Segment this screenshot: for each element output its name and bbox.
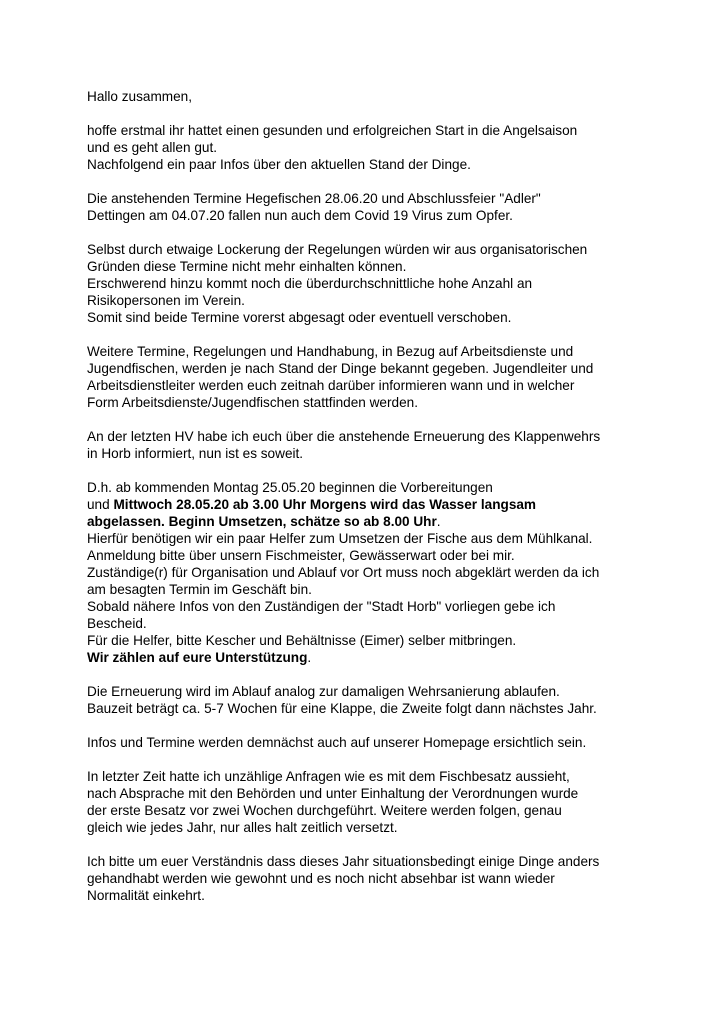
- text-line: gleich wie jedes Jahr, nur alles halt zeitlich versetzt.: [87, 820, 398, 835]
- closing-paragraph: [87, 853, 687, 904]
- fish-stocking-paragraph: [87, 768, 687, 836]
- greeting-paragraph: [87, 88, 687, 105]
- text-segment: .: [307, 650, 312, 665]
- text-line: Die anstehenden Termine Hegefischen 28.06.20 und Abschlussfeier "Adler": [87, 191, 541, 206]
- text-line: Arbeitsdienstleiter werden euch zeitnah darüber informieren wann und in welcher: [87, 378, 575, 393]
- text-line: der erste Besatz vor zwei Wochen durchgeführt. Weitere werden folgen, genau: [87, 803, 562, 818]
- text-line: Infos und Termine werden demnächst auch auf unserer Homepage ersichtlich sein.: [87, 735, 587, 750]
- text-line: Weitere Termine, Regelungen und Handhabung, in Bezug auf Arbeitsdienste und: [87, 344, 574, 359]
- further-dates-paragraph: [87, 343, 687, 411]
- text-line: in Horb informiert, nun ist es soweit.: [87, 446, 304, 461]
- construction-paragraph: [87, 683, 687, 717]
- text-line-mixed: [87, 649, 687, 666]
- text-line-mixed: [87, 513, 687, 530]
- text-line: und es geht allen gut.: [87, 140, 217, 155]
- text-line: Dettingen am 04.07.20 fallen nun auch dem Covid 19 Virus zum Opfer.: [87, 208, 513, 223]
- text-line: Risikopersonen im Verein.: [87, 293, 245, 308]
- text-line: hoffe erstmal ihr hattet einen gesunden und erfolgreichen Start in die Angelsaison: [87, 123, 578, 138]
- text-line: Für die Helfer, bitte Kescher und Behältnisse (Eimer) selber mitbringen.: [87, 633, 517, 648]
- cancelled-events-paragraph: [87, 190, 687, 224]
- text-line: In letzter Zeit hatte ich unzählige Anfragen wie es mit dem Fischbesatz aussieht,: [87, 769, 570, 784]
- text-line: Sobald nähere Infos von den Zuständigen der "Stadt Horb" vorliegen gebe ich: [87, 599, 556, 614]
- text-line: Bauzeit beträgt ca. 5-7 Wochen für eine Klappe, die Zweite folgt dann nächstes Jahr.: [87, 701, 597, 716]
- text-line: An der letzten HV habe ich euch über die anstehende Erneuerung des Klappenwehrs: [87, 429, 601, 444]
- text-line: Form Arbeitsdienste/Jugendfischen stattfinden werden.: [87, 395, 418, 410]
- text-line: Somit sind beide Termine vorerst abgesagt oder eventuell verschoben.: [87, 310, 512, 325]
- text-line: D.h. ab kommenden Montag 25.05.20 beginnen die Vorbereitungen: [87, 480, 493, 495]
- text-line: gehandhabt werden wie gewohnt und es noch nicht absehbar ist wann wieder: [87, 871, 555, 886]
- text-line: Nachfolgend ein paar Infos über den aktuellen Stand der Dinge.: [87, 157, 471, 172]
- reasons-paragraph: [87, 241, 687, 326]
- text-line: Normalität einkehrt.: [87, 888, 205, 903]
- text-line: Gründen diese Termine nicht mehr einhalten können.: [87, 259, 407, 274]
- bold-text: Mittwoch 28.05.20 ab 3.00 Uhr Morgens wird das Wasser langsam: [113, 497, 537, 512]
- text-line-mixed: [87, 496, 687, 513]
- text-line: Hierfür benötigen wir ein paar Helfer zum Umsetzen der Fische aus dem Mühlkanal.: [87, 531, 593, 546]
- text-line: Zuständige(r) für Organisation und Ablauf vor Ort muss noch abgeklärt werden da ich: [87, 565, 600, 580]
- greeting: Hallo zusammen,: [87, 89, 193, 104]
- text-line: Jugendfischen, werden je nach Stand der Dinge bekannt gegeben. Jugendleiter und: [87, 361, 594, 376]
- text-line: Selbst durch etwaige Lockerung der Regelungen würden wir aus organisatorischen: [87, 242, 588, 257]
- text-line: Die Erneuerung wird im Ablauf analog zur damaligen Wehrsanierung ablaufen.: [87, 684, 560, 699]
- bold-text: abgelassen. Beginn Umsetzen, schätze so ab 8.00 Uhr: [87, 514, 437, 529]
- text-line: nach Absprache mit den Behörden und unter Einhaltung der Verordnungen wurde: [87, 786, 579, 801]
- bold-text: Wir zählen auf eure Unterstützung: [87, 650, 308, 665]
- schedule-paragraph: [87, 479, 687, 666]
- intro-paragraph: [87, 122, 687, 173]
- homepage-paragraph: [87, 734, 687, 751]
- letter-body: [87, 88, 687, 921]
- text-line: Erschwerend hinzu kommt noch die überdurchschnittliche hohe Anzahl an: [87, 276, 533, 291]
- text-segment: und: [87, 497, 114, 512]
- text-line: am besagten Termin im Geschäft bin.: [87, 582, 312, 597]
- text-line: Bescheid.: [87, 616, 147, 631]
- weir-renewal-paragraph: [87, 428, 687, 462]
- text-segment: .: [436, 514, 441, 529]
- text-line: Ich bitte um euer Verständnis dass dieses Jahr situationsbedingt einige Dinge anders: [87, 854, 600, 869]
- text-line: Anmeldung bitte über unsern Fischmeister, Gewässerwart oder bei mir.: [87, 548, 515, 563]
